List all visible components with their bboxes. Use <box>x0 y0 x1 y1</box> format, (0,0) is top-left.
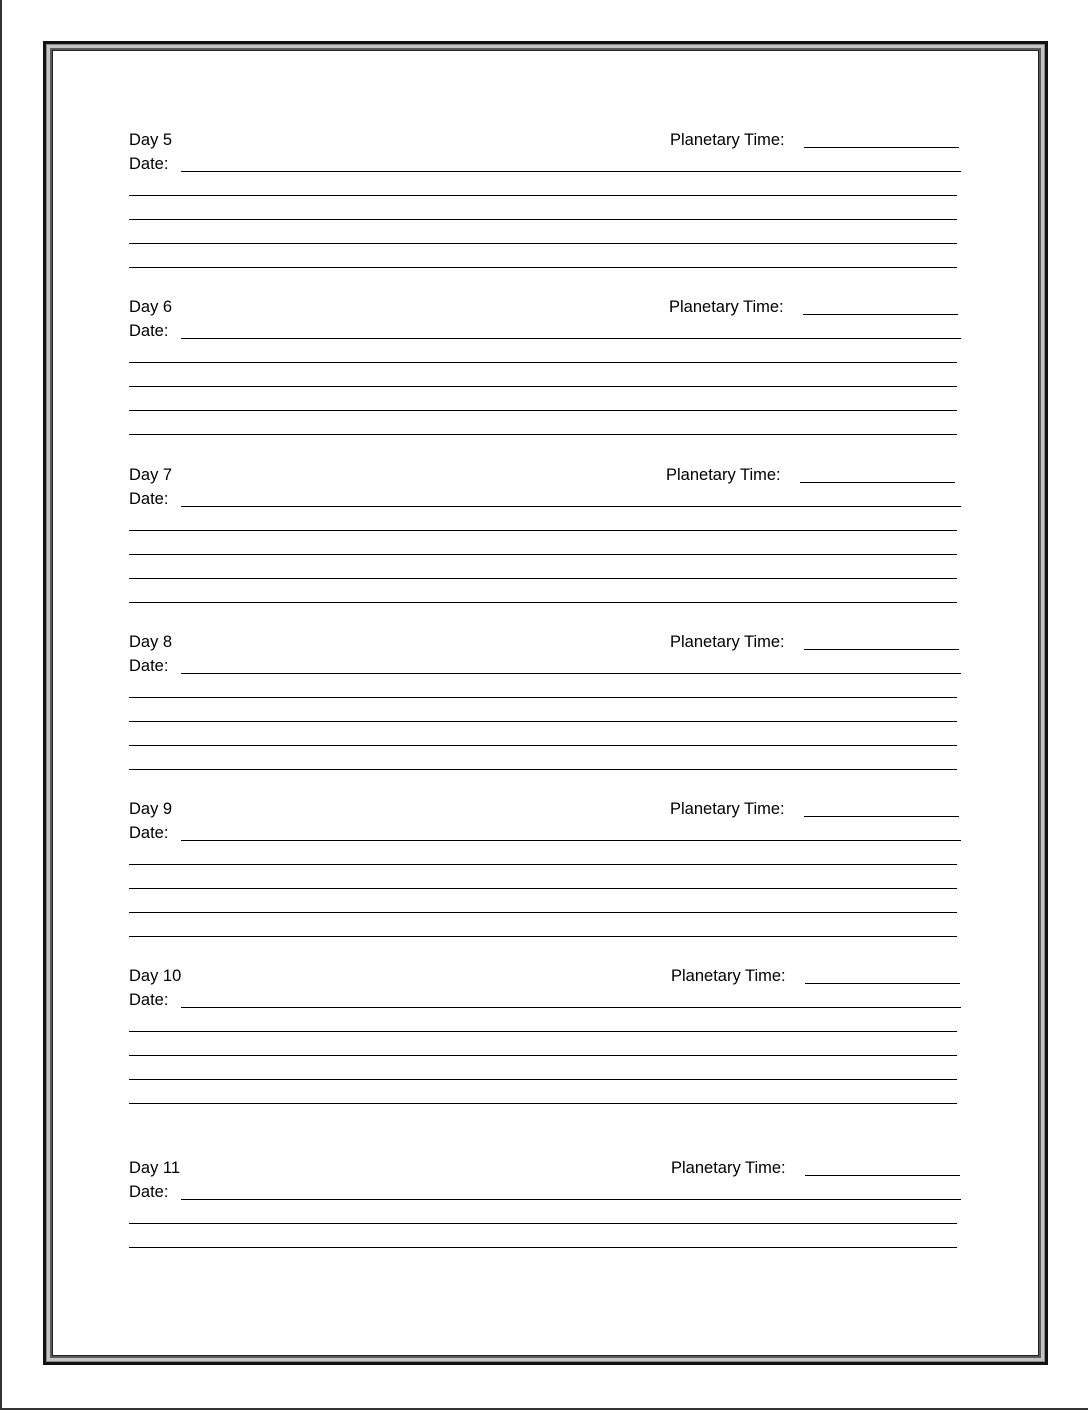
writing-line[interactable] <box>129 1247 957 1248</box>
date-field[interactable] <box>181 338 961 339</box>
planetary-time-label: Planetary Time: <box>669 298 784 316</box>
journal-entry <box>129 130 961 276</box>
writing-line[interactable] <box>129 888 957 889</box>
date-label: Date: <box>129 322 169 340</box>
date-label: Date: <box>129 657 169 675</box>
journal-entry <box>129 632 961 778</box>
planetary-time-field[interactable] <box>804 147 959 148</box>
writing-line[interactable] <box>129 697 957 698</box>
writing-line[interactable] <box>129 267 957 268</box>
planetary-time-field[interactable] <box>803 314 958 315</box>
planetary-time-label: Planetary Time: <box>666 466 781 484</box>
date-field[interactable] <box>181 673 961 674</box>
planetary-time-label: Planetary Time: <box>671 1159 786 1177</box>
writing-line[interactable] <box>129 602 957 603</box>
planetary-time-field[interactable] <box>804 649 959 650</box>
writing-line[interactable] <box>129 745 957 746</box>
date-field[interactable] <box>181 171 961 172</box>
date-field[interactable] <box>181 840 961 841</box>
date-label: Date: <box>129 490 169 508</box>
journal-entry <box>129 1158 961 1256</box>
date-field[interactable] <box>181 1199 961 1200</box>
planetary-time-label: Planetary Time: <box>671 967 786 985</box>
writing-line[interactable] <box>129 936 957 937</box>
day-label: Day 10 <box>129 967 182 985</box>
planetary-time-label: Planetary Time: <box>670 633 785 651</box>
day-label: Day 5 <box>129 131 173 149</box>
journal-entry <box>129 966 961 1112</box>
writing-line[interactable] <box>129 864 957 865</box>
date-field[interactable] <box>181 506 961 507</box>
day-label: Day 8 <box>129 633 173 651</box>
writing-line[interactable] <box>129 219 957 220</box>
writing-line[interactable] <box>129 578 957 579</box>
planetary-time-label: Planetary Time: <box>670 131 785 149</box>
planetary-time-field[interactable] <box>804 816 959 817</box>
day-label: Day 6 <box>129 298 173 316</box>
writing-line[interactable] <box>129 1055 957 1056</box>
writing-line[interactable] <box>129 912 957 913</box>
planetary-time-field[interactable] <box>800 482 955 483</box>
journal-entry <box>129 799 961 945</box>
planetary-time-field[interactable] <box>805 983 960 984</box>
date-label: Date: <box>129 1183 169 1201</box>
writing-line[interactable] <box>129 554 957 555</box>
writing-line[interactable] <box>129 1223 957 1224</box>
journal-entry <box>129 465 961 611</box>
writing-line[interactable] <box>129 362 957 363</box>
writing-line[interactable] <box>129 1031 957 1032</box>
writing-line[interactable] <box>129 434 957 435</box>
planetary-time-field[interactable] <box>805 1175 960 1176</box>
date-field[interactable] <box>181 1007 961 1008</box>
writing-line[interactable] <box>129 1103 957 1104</box>
writing-line[interactable] <box>129 195 957 196</box>
day-label: Day 9 <box>129 800 173 818</box>
writing-line[interactable] <box>129 769 957 770</box>
day-label: Day 11 <box>129 1159 181 1177</box>
writing-line[interactable] <box>129 530 957 531</box>
writing-line[interactable] <box>129 410 957 411</box>
writing-line[interactable] <box>129 243 957 244</box>
writing-line[interactable] <box>129 721 957 722</box>
journal-entry <box>129 297 961 443</box>
writing-line[interactable] <box>129 1079 957 1080</box>
date-label: Date: <box>129 155 169 173</box>
writing-line[interactable] <box>129 386 957 387</box>
planetary-time-label: Planetary Time: <box>670 800 785 818</box>
date-label: Date: <box>129 991 169 1009</box>
day-label: Day 7 <box>129 466 173 484</box>
date-label: Date: <box>129 824 169 842</box>
